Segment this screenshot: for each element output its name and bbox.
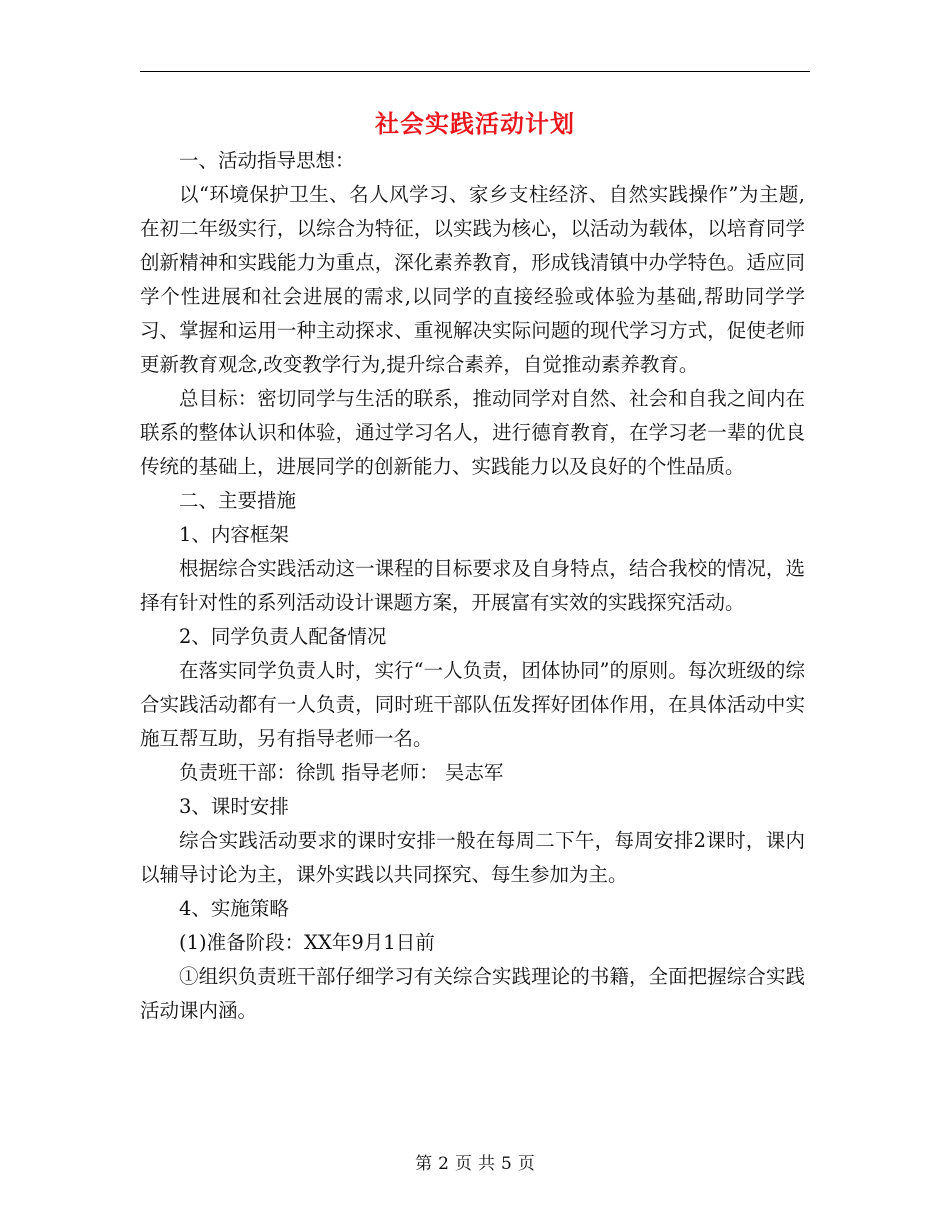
subheading-implementation-strategy: 4、实施策略 — [179, 897, 289, 920]
footer-label-total: 共 — [478, 1154, 495, 1174]
section-heading-main-measures: 二、主要措施 — [179, 489, 297, 512]
page-footer — [140, 1152, 810, 1176]
paragraph-responsible-persons: 负责班干部：徐凯 指导老师： 吴志军 — [179, 761, 504, 784]
footer-label-page: 第 — [415, 1154, 433, 1174]
paragraph-content-framework: 根据综合实践活动这一课程的目标要求及自身特点，结合我校的情况，选择有针对性的系列活动设计课题方案，开展富有实效的实践探究活动。 — [140, 557, 805, 614]
paragraph-preparation-item-1: ①组织负责班干部仔细学习有关综合实践理论的书籍，全面把握综合实践活动课内涵。 — [140, 965, 805, 1022]
paragraph-overall-goal: 总目标：密切同学与生活的联系，推动同学对自然、社会和自我之间内在联系的整体认识和体验，通过学习名人，进行德育教育，在学习老一辈的优良传统的基础上，进展同学的创新能力、实践能力以及良好的个性品质。 — [140, 387, 805, 478]
header-rule — [140, 71, 810, 72]
paragraph-class-hours: 综合实践活动要求的课时安排一般在每周二下午，每周安排2课时，课内以辅导讨论为主，课外实践以共同探究、每生参加为主。 — [140, 829, 805, 886]
paragraph-student-leaders: 在落实同学负责人时，实行“一人负责，团体协同”的原则。每次班级的综合实践活动都有一人负责，同时班干部队伍发挥好团体作用，在具体活动中实施互帮互助，另有指导老师一名。 — [140, 659, 805, 750]
subheading-class-hours: 3、课时安排 — [179, 795, 289, 818]
footer-total-pages: 5 — [501, 1154, 512, 1174]
section-heading-guiding-ideology: 一、活动指导思想： — [179, 149, 355, 172]
paragraph-preparation-stage: (1)准备阶段：XX年9月1日前 — [179, 931, 435, 954]
subheading-content-framework: 1、内容框架 — [179, 523, 289, 546]
subheading-student-leaders: 2、同学负责人配备情况 — [179, 625, 387, 648]
document-title: 社会实践活动计划 — [375, 109, 575, 138]
footer-label-ye2: 页 — [517, 1154, 535, 1174]
footer-current-page: 2 — [438, 1154, 449, 1174]
paragraph-guiding-ideology: 以“环境保护卫生、名人风学习、家乡支柱经济、自然实践操作”为主题,在初二年级实行，以综合为特征，以实践为核心，以活动为载体，以培育同学创新精神和实践能力为重点，深化素养教育，形成钱清镇中办学特色。适应同学个性进展和社会进展的需求,以同学的直接经验或体验为基础,帮助同学学习、掌握和运用一种主动探求、重视解决实际问题的现代学习方式，促使老师更新教育观念,改变教学行为,提升综合素养，自觉推动素养教育。 — [140, 183, 805, 376]
document-body — [140, 144, 805, 1028]
footer-label-ye: 页 — [455, 1154, 472, 1174]
